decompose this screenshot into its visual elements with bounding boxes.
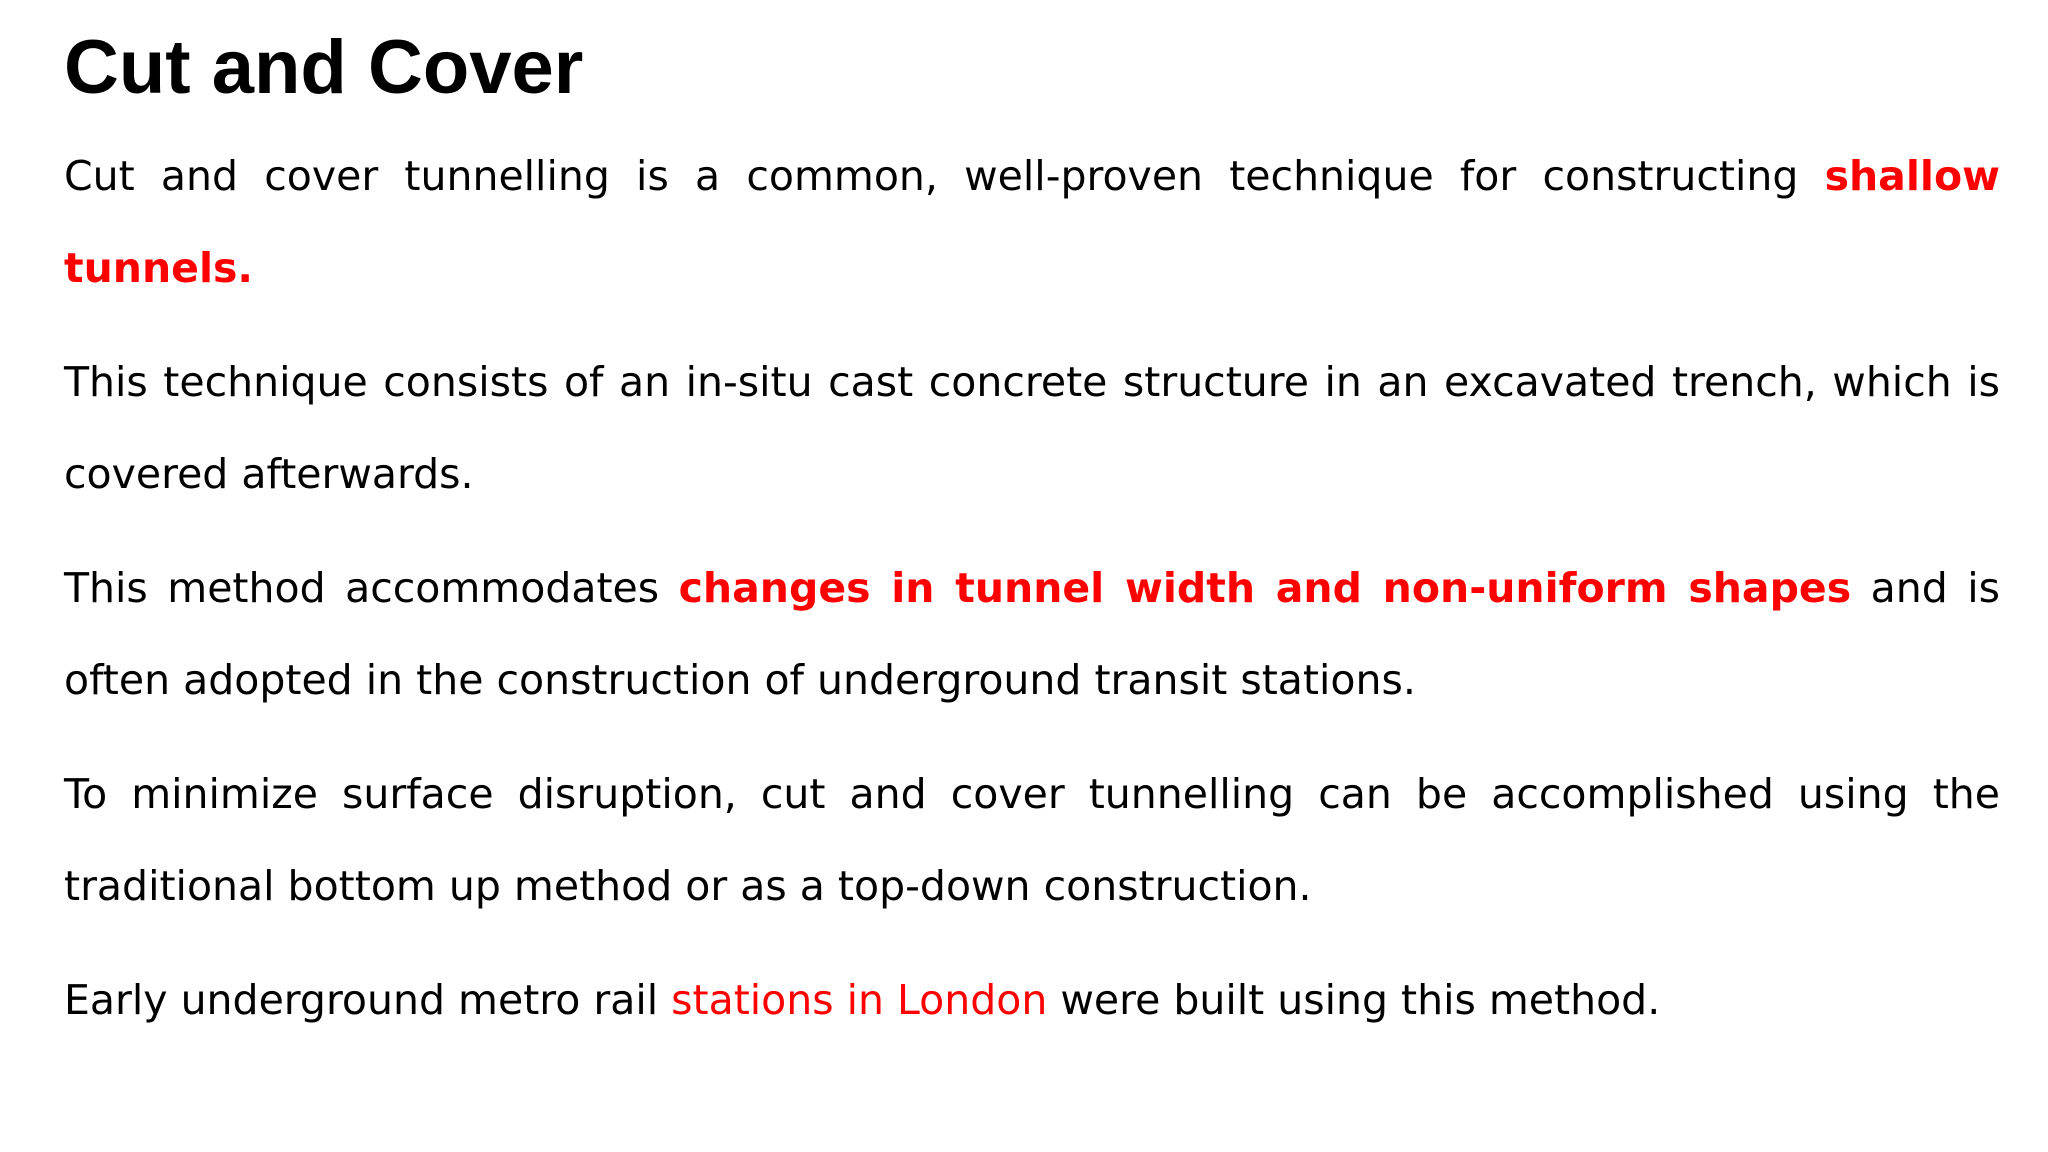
paragraph-method	[64, 542, 2000, 726]
paragraph-text: This method accommodates	[64, 564, 679, 612]
paragraph-surface-disruption	[64, 748, 2000, 932]
paragraph-text: Early underground metro rail	[64, 976, 672, 1024]
highlight-shallow-tunnels: shallow tunnels.	[64, 152, 2000, 292]
paragraph-london-stations	[64, 954, 2000, 1046]
paragraph-text: This technique consists of an in-situ cast concrete structure in an excavated trench, which is covered afterwards.	[64, 358, 2000, 498]
highlight-stations-in-london: stations in London	[671, 976, 1048, 1024]
paragraph-text: were built using this method.	[1047, 976, 1661, 1024]
slide-body	[64, 130, 2000, 1068]
paragraph-technique	[64, 336, 2000, 520]
paragraph-text: Cut and cover tunnelling is a common, well-proven technique for constructing	[64, 152, 1825, 200]
slide-title: Cut and Cover	[64, 25, 584, 110]
highlight-tunnel-width-shapes: changes in tunnel width and non-uniform shapes	[678, 564, 1852, 612]
paragraph-text: and is often adopted in the construction of underground transit stations.	[64, 564, 2001, 704]
paragraph-cut-and-cover-intro	[64, 130, 2000, 314]
paragraph-text: To minimize surface disruption, cut and cover tunnelling can be accomplished using the traditional bottom up method or as a top-down construction.	[64, 770, 2000, 910]
